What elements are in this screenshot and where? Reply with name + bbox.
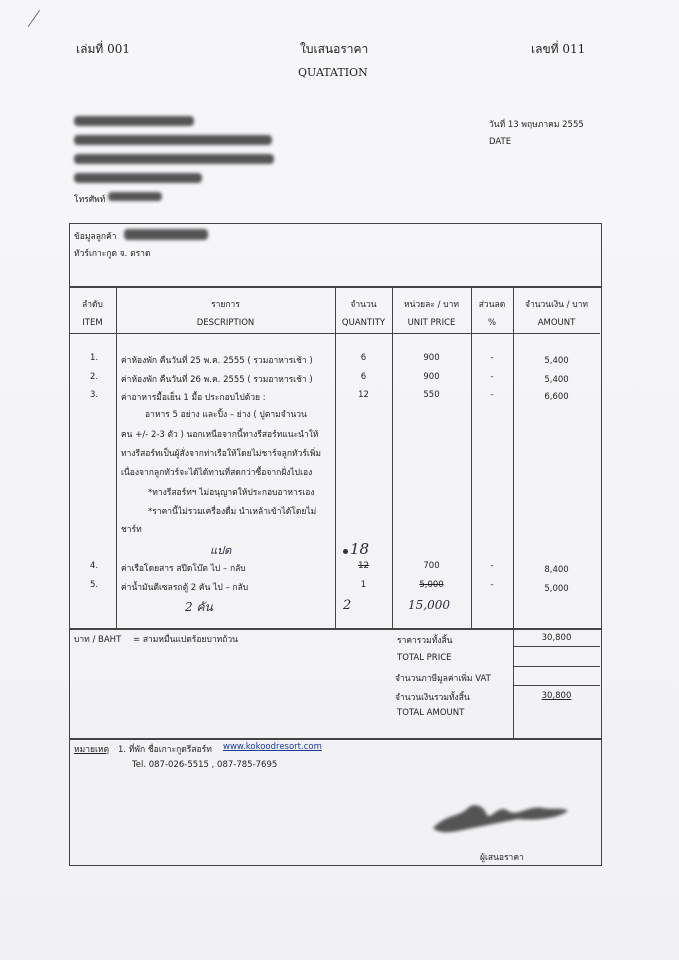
col-header-qty-en: QUANTITY xyxy=(341,318,386,328)
item-4-discount: - xyxy=(490,561,494,571)
date-value: วันที่ 13 พฤษภาคม 2555 xyxy=(489,120,584,130)
document-number: เลขที่ 011 xyxy=(531,42,586,56)
col-divider-2 xyxy=(335,286,336,628)
item-3-desc: ค่าอาหารมื้อเย็น 1 มื้อ ประกอบไปด้วย : xyxy=(121,393,266,403)
item-2-discount: - xyxy=(490,372,494,382)
item-5-unit: 5,000 xyxy=(419,580,444,590)
col-header-amount-en: AMOUNT xyxy=(537,318,576,328)
item-3-detail-4: เนื่องจากลูกทัวร์จะได้ได้ทานที่สดกว่าซื้อจากฝั่งไปเอง xyxy=(121,468,313,478)
totals-row-line-2 xyxy=(513,666,600,667)
item-3-unit: 550 xyxy=(423,390,440,400)
baht-label: บาท / BAHT xyxy=(74,635,122,645)
resort-website-link[interactable]: www.kokoodresort.com xyxy=(223,742,322,752)
redacted-customer-name xyxy=(124,229,208,240)
handwritten-dot xyxy=(343,549,348,554)
col-divider-4 xyxy=(471,286,472,628)
item-3-qty: 12 xyxy=(358,390,369,400)
col-header-discount-en: % xyxy=(487,318,497,328)
col-header-desc-th: รายการ xyxy=(211,300,240,310)
item-5-amount: 5,000 xyxy=(544,584,569,594)
item-3-detail-1: อาหาร 5 อย่าง และปิ้ง – ย่าง ( ปูตามจำนวน xyxy=(145,410,307,420)
total-amount-label-en: TOTAL AMOUNT xyxy=(397,708,465,718)
remark-phone: Tel. 087-026-5515 , 087-785-7695 xyxy=(132,760,278,770)
item-3-detail-3: ทางรีสอร์ทเป็นผู้สั่งจากท่าเรือให้โดยไม่ชาร์จลูกทัวร์เพิ่ม xyxy=(121,449,322,459)
total-amount-label-th: จำนวนเงินรวมทั้งสิ้น xyxy=(395,693,470,703)
signature-mark xyxy=(428,793,573,838)
handwritten-note-item4: แปด xyxy=(210,544,232,557)
remark-line-1: 1. ที่พัก ชื่อเกาะกูดรีสอร์ท xyxy=(118,745,212,755)
book-number: เล่มที่ 001 xyxy=(76,42,130,56)
customer-label: ข้อมูลลูกค้า xyxy=(74,232,117,242)
item-3-amount: 6,600 xyxy=(544,392,569,402)
item-3-no: 3. xyxy=(90,390,99,400)
col-header-amount-th: จำนวนเงิน / บาท xyxy=(524,300,589,310)
col-header-item-th: ลำดับ xyxy=(82,300,103,310)
item-3-detail-5: *ทางรีสอร์ทฯ ไม่อนุญาตให้ประกอบอาหารเอง xyxy=(148,488,315,498)
redacted-issuer-address-2 xyxy=(74,154,274,164)
handwritten-desc-2-vans: 2 คัน xyxy=(185,600,213,614)
baht-amount-in-words: = สามหมื่นแปดร้อยบาทถ้วน xyxy=(133,635,238,645)
item-1-desc: ค่าห้องพัก คืนวันที่ 25 พ.ค. 2555 ( รวมอาหารเช้า ) xyxy=(121,356,313,366)
date-label: DATE xyxy=(489,137,512,147)
handwritten-qty-2: 2 xyxy=(343,598,352,613)
item-1-amount: 5,400 xyxy=(544,356,569,366)
item-2-qty: 6 xyxy=(360,372,367,382)
redacted-issuer-address-1 xyxy=(74,135,272,145)
col-divider-3 xyxy=(392,286,393,628)
col-header-qty-th: จำนวน xyxy=(350,300,377,310)
item-3-detail-2: คน +/- 2-3 ตัว ) นอกเหนือจากนี้ทางรีสอร์ทแนะนำให้ xyxy=(121,430,319,440)
item-4-desc: ค่าเรือโดยสาร สปีดโบ๊ต ไป – กลับ xyxy=(121,564,246,574)
item-5-desc: ค่าน้ำมันดีเซลรถตู้ 2 คัน ไป – กลับ xyxy=(121,583,249,593)
item-4-unit: 700 xyxy=(423,561,440,571)
item-1-unit: 900 xyxy=(423,353,440,363)
signature-label: ผู้เสนอราคา xyxy=(480,853,524,863)
item-4-qty: 12 xyxy=(358,561,369,571)
item-2-desc: ค่าห้องพัก คืนวันที่ 26 พ.ค. 2555 ( รวมอาหารเช้า ) xyxy=(121,375,313,385)
redacted-issuer-address-3 xyxy=(74,173,202,183)
item-5-no: 5. xyxy=(90,580,99,590)
customer-trip: ทัวร์เกาะกูด จ. ตราด xyxy=(74,249,151,259)
item-2-no: 2. xyxy=(90,372,99,382)
item-3-detail-7: ชาร์ท xyxy=(121,525,142,535)
item-5-qty: 1 xyxy=(360,580,367,590)
item-5-discount: - xyxy=(490,580,494,590)
document-title-english: QUATATION xyxy=(298,66,368,79)
total-amount-value: 30,800 xyxy=(541,691,572,701)
col-header-discount-th: ส่วนลด xyxy=(478,300,506,310)
total-price-value: 30,800 xyxy=(541,633,572,643)
item-1-no: 1. xyxy=(90,353,99,363)
item-1-discount: - xyxy=(490,353,494,363)
vat-label: จำนวนภาษีมูลค่าเพิ่ม VAT xyxy=(395,674,491,684)
totals-row-line-3 xyxy=(513,685,600,686)
item-1-qty: 6 xyxy=(360,353,367,363)
col-header-unit-th: หน่วยละ / บาท xyxy=(404,300,459,310)
remark-label: หมายเหตุ xyxy=(74,745,109,755)
item-3-detail-6: *ราคานี้ไม่รวมเครื่องดื่ม นำเหล้าเข้าได้โดยไม่ xyxy=(148,507,317,517)
col-header-desc-en: DESCRIPTION xyxy=(196,318,255,328)
item-4-no: 4. xyxy=(90,561,99,571)
totals-col-divider xyxy=(513,628,514,738)
phone-label: โทรศัพท์ xyxy=(74,195,106,205)
corner-scratch xyxy=(28,10,41,27)
total-price-label-en: TOTAL PRICE xyxy=(397,653,452,663)
col-divider-5 xyxy=(513,286,514,628)
redacted-phone xyxy=(108,192,162,201)
item-4-amount: 8,400 xyxy=(544,565,569,575)
item-2-unit: 900 xyxy=(423,372,440,382)
col-header-item-en: ITEM xyxy=(82,318,103,328)
col-divider-1 xyxy=(116,286,117,628)
col-header-unit-en: UNIT PRICE xyxy=(407,318,456,328)
item-3-discount: - xyxy=(490,390,494,400)
total-price-label-th: ราคารวมทั้งสิ้น xyxy=(397,636,453,646)
handwritten-qty-correction: 18 xyxy=(350,540,370,558)
redacted-issuer-name xyxy=(74,116,194,126)
totals-row-line-1 xyxy=(513,646,600,647)
document-title-thai: ใบเสนอราคา xyxy=(300,42,369,56)
handwritten-unit-15000: 15,000 xyxy=(408,598,450,612)
item-2-amount: 5,400 xyxy=(544,375,569,385)
